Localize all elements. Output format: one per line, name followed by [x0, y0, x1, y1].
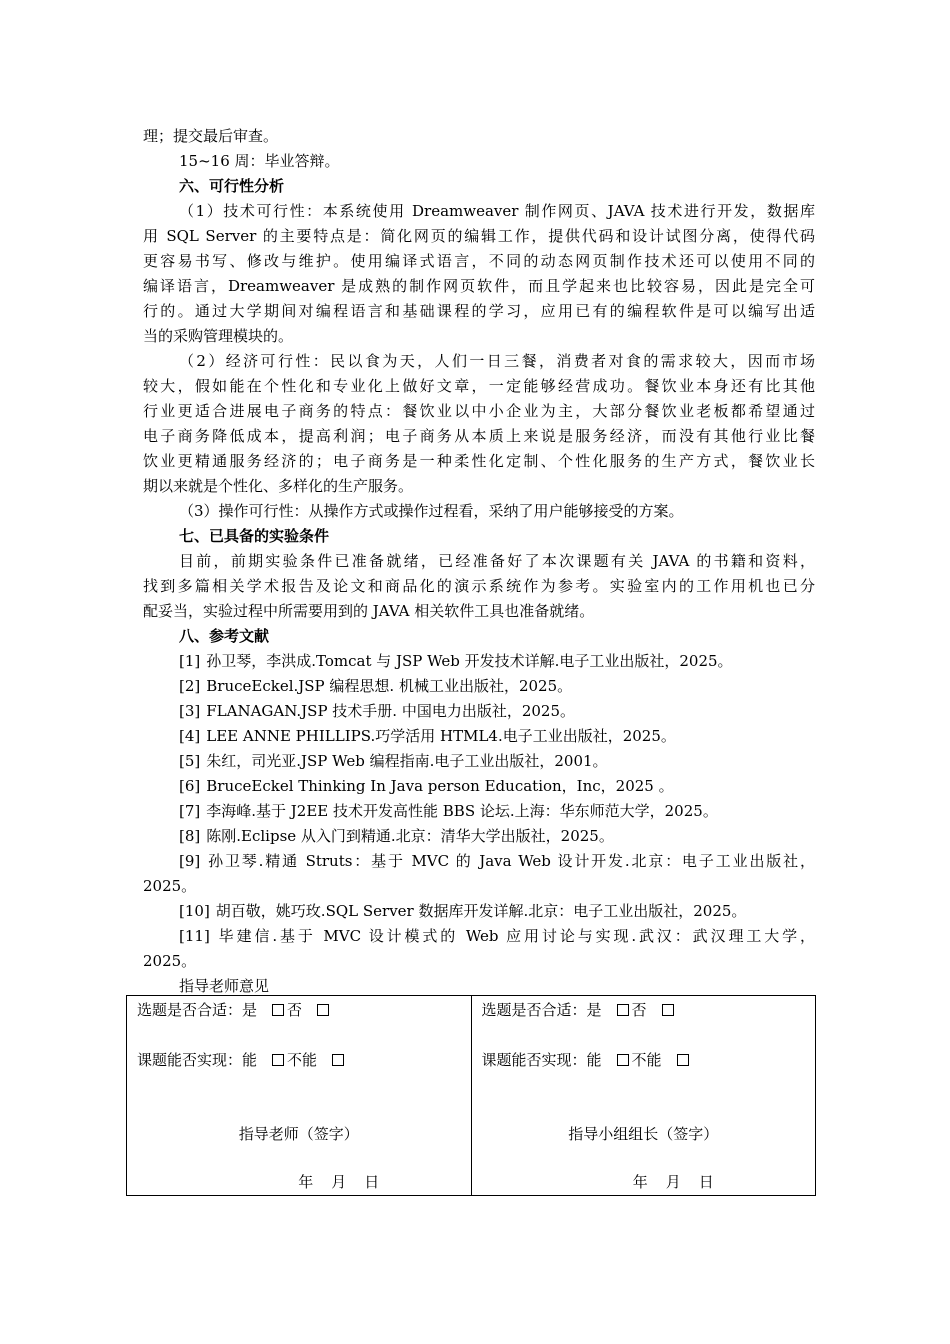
text-line: 较大，假如能在个性化和专业化上做好文章，一定能够经营成功。餐饮业本身还有比其他	[143, 377, 815, 395]
text-line: （2）经济可行性：民以食为天，人们一日三餐，消费者对食的需求较大，因而市场	[179, 352, 815, 370]
checkbox-no[interactable]	[662, 1004, 674, 1016]
section-heading: 六、可行性分析	[179, 177, 285, 195]
reference-text: 胡百敬，姚巧玫.SQL Server 数据库开发详解.北京：电子工业出版社，2025。	[215, 902, 747, 920]
reference-number: [10]	[179, 902, 210, 920]
topic-suitable-question	[482, 999, 677, 1020]
reference-number: [9]	[179, 852, 201, 870]
signature-label: 指导小组组长（签字）	[568, 1125, 719, 1143]
reference-item	[143, 649, 815, 674]
question-label: 课题能否实现：能	[481, 1051, 602, 1069]
checkbox-yes[interactable]	[272, 1004, 284, 1016]
text-line: 配妥当，实验过程中所需要用到的 JAVA 相关软件工具也准备就绪。	[143, 602, 595, 620]
reference-number: [4]	[179, 727, 201, 745]
checkbox-yes[interactable]	[272, 1054, 284, 1066]
text-line: 更容易书写、修改与维护。使用编译式语言，不同的动态网页制作技术还可以使用不同的	[143, 252, 815, 270]
option-no-label: 否	[287, 1001, 303, 1019]
question-label: 课题能否实现：能	[137, 1051, 258, 1069]
text-line: 15~16 周：毕业答辩。	[179, 152, 340, 170]
section-heading: 八、参考文献	[179, 627, 270, 645]
question-label: 选题是否合适：是	[481, 1001, 602, 1019]
reference-text: 陈刚.Eclipse 从入门到精通.北京：清华大学出版社，2025。	[206, 827, 614, 845]
checkbox-no[interactable]	[317, 1004, 329, 1016]
opinion-label: 指导老师意见	[179, 977, 270, 995]
day-label: 日	[364, 1173, 380, 1191]
day-label: 日	[698, 1173, 714, 1191]
reference-number: [1]	[179, 652, 201, 670]
reference-text: 朱红，司光亚.JSP Web 编程指南.电子工业出版社，2001。	[206, 752, 608, 770]
checkbox-yes[interactable]	[617, 1054, 629, 1066]
reference-text: 孙卫琴，李洪成.Tomcat 与 JSP Web 开发技术详解.电子工业出版社，2025。	[206, 652, 733, 670]
reference-item	[143, 799, 815, 824]
reference-item	[143, 749, 815, 774]
opinion-table	[126, 995, 816, 1196]
year-label: 年	[632, 1173, 648, 1191]
topic-suitable-question	[137, 999, 332, 1020]
reference-number: [11]	[179, 927, 210, 945]
text-line: 当的采购管理模块的。	[143, 327, 294, 345]
reference-text: 毕建信.基于 MVC 设计模式的 Web 应用讨论与实现.武汉：武汉理工大学，	[215, 927, 815, 945]
topic-feasible-question	[482, 1049, 692, 1070]
year-label: 年	[298, 1173, 314, 1191]
text-line: （3）操作可行性：从操作方式或操作过程看，采纳了用户能够接受的方案。	[179, 502, 684, 520]
checkbox-no[interactable]	[332, 1054, 344, 1066]
reference-text: 孙卫琴.精通 Struts：基于 MVC 的 Java Web 设计开发.北京：电子工业出版社，	[206, 852, 815, 870]
reference-text: FLANAGAN.JSP 技术手册. 中国电力出版社，2025。	[206, 702, 576, 720]
text-line: 行的。通过大学期间对编程语言和基础课程的学习，应用已有的编程软件是可以编写出适	[143, 302, 815, 320]
month-label: 月	[665, 1173, 681, 1191]
reference-item	[143, 849, 815, 874]
signature-label: 指导老师（签字）	[238, 1125, 359, 1143]
opinion-cell-teacher	[127, 996, 472, 1196]
date-line	[127, 1171, 471, 1192]
checkbox-no[interactable]	[677, 1054, 689, 1066]
reference-number: [8]	[179, 827, 201, 845]
reference-item	[143, 774, 815, 799]
reference-number: [3]	[179, 702, 201, 720]
reference-text: 李海峰.基于 J2EE 技术开发高性能 BBS 论坛.上海：华东师范大学，2025。	[206, 802, 718, 820]
reference-item	[143, 674, 815, 699]
reference-item	[143, 824, 815, 849]
option-no-label: 否	[631, 1001, 647, 1019]
text-line: 行业更适合进展电子商务的特点：餐饮业以中小企业为主，大部分餐饮业老板都希望通过	[143, 402, 815, 420]
option-no-label: 不能	[631, 1051, 662, 1069]
reference-item	[143, 899, 815, 924]
reference-item	[143, 924, 815, 949]
checkbox-yes[interactable]	[617, 1004, 629, 1016]
text-line: 理；提交最后审查。	[143, 127, 279, 145]
topic-feasible-question	[137, 1049, 347, 1070]
reference-text: BruceEckel.JSP 编程思想. 机械工业出版社，2025。	[206, 677, 573, 695]
text-line: 用 SQL Server 的主要特点是：简化网页的编辑工作，提供代码和设计试图分离，使得代码	[143, 227, 815, 245]
text-line: 期以来就是个性化、多样化的生产服务。	[143, 477, 414, 495]
text-line: 电子商务降低成本，提高利润；电子商务从本质上来说是服务经济，而没有其他行业比餐	[143, 427, 815, 445]
text-line: 编译语言，Dreamweaver 是成熟的制作网页软件，而且学起来也比较容易，因此是完全可	[143, 277, 815, 295]
month-label: 月	[331, 1173, 347, 1191]
text-line: （1）技术可行性：本系统使用 Dreamweaver 制作网页、JAVA 技术进行开发，数据库	[179, 202, 815, 220]
text-line: 饮业更精通服务经济的；电子商务是一种柔性化定制、个性化服务的生产方式，餐饮业长	[143, 452, 815, 470]
reference-text: BruceEckel Thinking In Java person Education，Inc，2025 。	[206, 777, 674, 795]
reference-text: LEE ANNE PHILLIPS.巧学活用 HTML4.电子工业出版社，2025。	[206, 727, 676, 745]
option-no-label: 不能	[287, 1051, 318, 1069]
reference-number: [7]	[179, 802, 201, 820]
text-line: 找到多篇相关学术报告及论文和商品化的演示系统作为参考。实验室内的工作用机也已分	[143, 577, 815, 595]
reference-number: [6]	[179, 777, 201, 795]
date-line	[472, 1171, 816, 1192]
reference-number: [5]	[179, 752, 201, 770]
reference-number: [2]	[179, 677, 201, 695]
reference-continuation: 2025。	[143, 877, 197, 895]
text-line: 目前，前期实验条件已准备就绪，已经准备好了本次课题有关 JAVA 的书籍和资料，	[179, 552, 815, 570]
reference-continuation: 2025。	[143, 952, 197, 970]
reference-item	[143, 699, 815, 724]
question-label: 选题是否合适：是	[137, 1001, 258, 1019]
reference-item	[143, 724, 815, 749]
opinion-cell-group-leader	[471, 996, 816, 1196]
document-page	[143, 124, 815, 999]
section-heading: 七、已具备的实验条件	[179, 527, 330, 545]
